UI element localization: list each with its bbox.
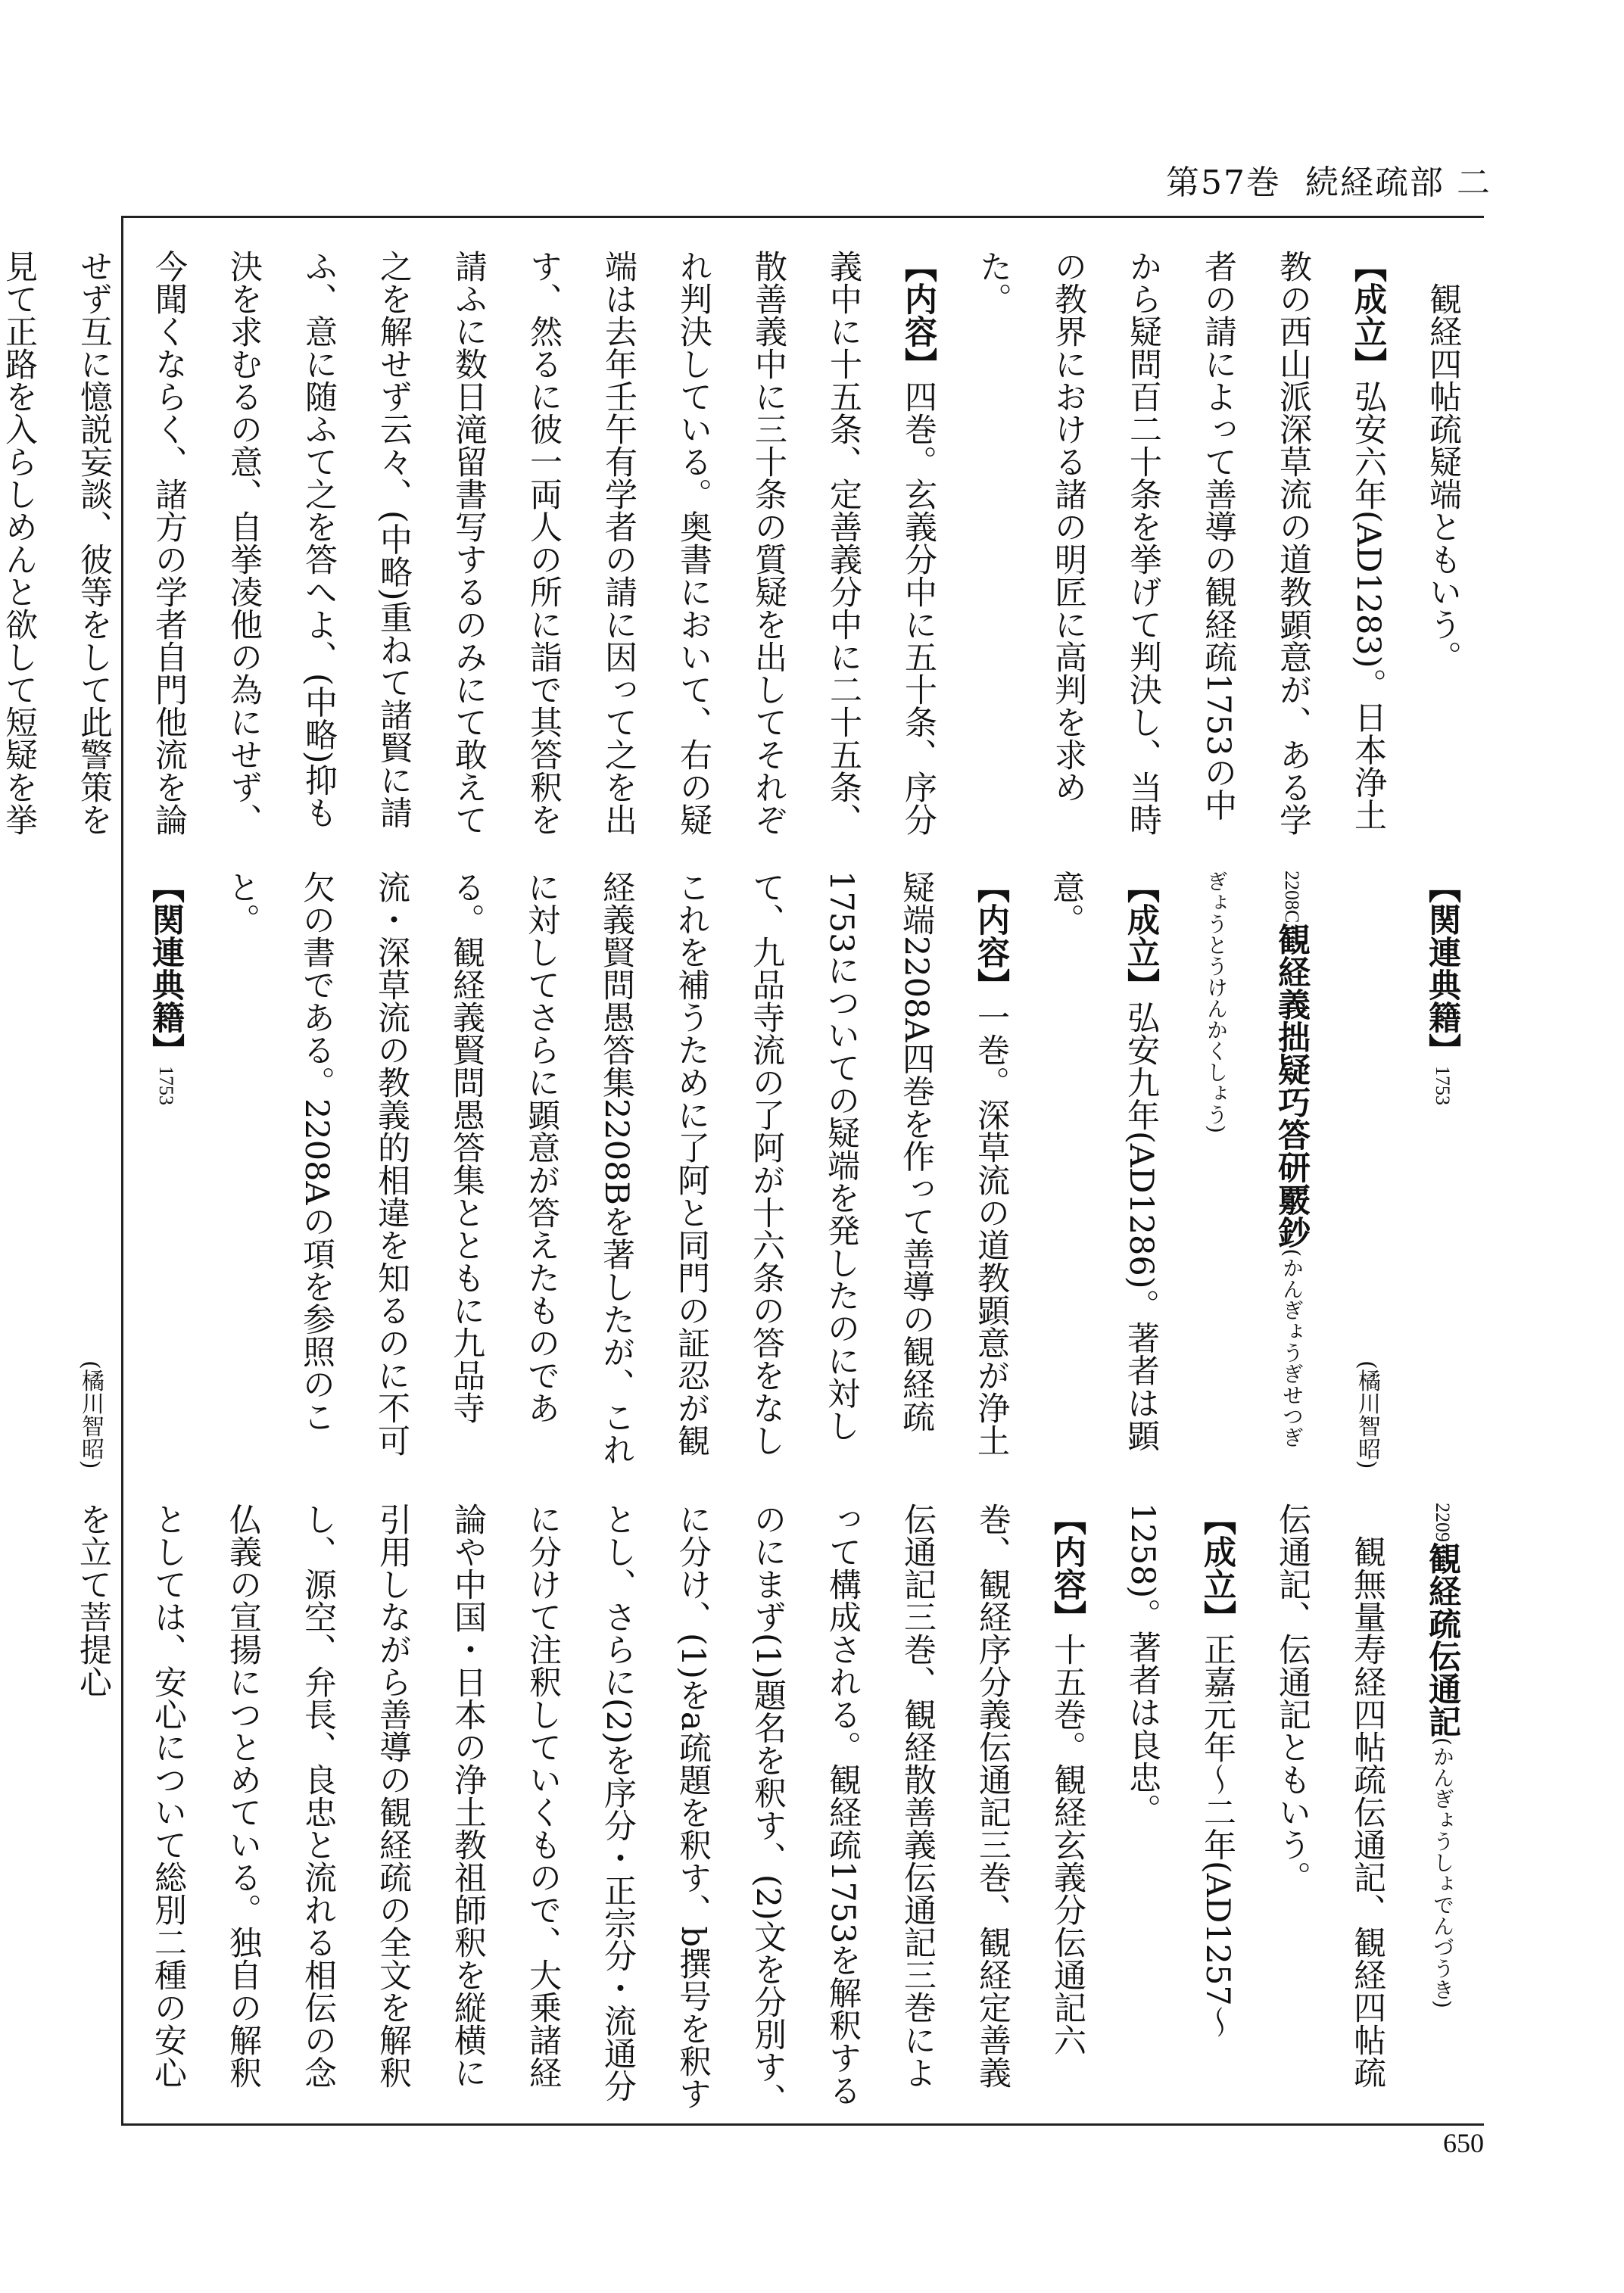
entry-title: 観経疏伝通記 <box>1423 1542 1461 1737</box>
bottom-rule <box>121 2123 1484 2126</box>
paragraph-text: 弘安六年(AD1283)。日本浄土教の西山派深草流の道教顕意が、ある学者の請によって善導の観経疏1753の中から疑問百二十条を挙げて判決し、当時の教界における諸の明匠に高判を求めた。 <box>974 250 1387 836</box>
paragraph-text: 弘安九年(AD1286)。著者は顕意。 <box>1047 871 1160 1452</box>
section-tag: 【成立】 <box>1122 871 1160 1001</box>
page-number: 650 <box>1443 2128 1484 2158</box>
paragraph <box>204 871 1028 1469</box>
text-tier-1 <box>0 250 1480 840</box>
section-tag: 【関連典籍】 <box>147 871 185 1066</box>
alt-title-line: 観経四帖疏疑端ともいう。 <box>1424 282 1462 673</box>
author-credit <box>53 871 128 1469</box>
section-tag: 【成立】 <box>1349 250 1387 380</box>
related-number: 1753 <box>155 1066 177 1105</box>
paragraph <box>1405 250 1480 840</box>
section-tag: 【内容】 <box>899 250 937 380</box>
paragraph <box>1028 871 1178 1469</box>
text-tier-3 <box>74 1503 1480 2116</box>
section-tag: 【内容】 <box>972 871 1010 1001</box>
entry-heading <box>1404 1503 1480 2116</box>
entry-reading: (かんぎょうぎせつぎぎょうとうけんかくしょう) <box>1204 871 1304 1448</box>
entry-title: 観経義拙疑巧答研覈鈔 <box>1273 923 1311 1249</box>
paragraph <box>1404 871 1480 1469</box>
volume-label: 第57巻 <box>1166 164 1282 202</box>
entry-number: 2209 <box>1432 1503 1454 1542</box>
paragraph <box>1255 1503 1404 2116</box>
paragraph-text: 四巻。玄義分中に五十条、序分義中に十五条、定善義分中に二十五条、散善義中に三十条の質疑を出してそれぞれ判決している。奥書において、右の疑端は去年壬午有学者の請に因って之を出す、然るに彼一両人の所に詣で其答釈を請ふに数日滝留書写するのみにて敢えて之を解せず云々、(中略)重ねて諸賢に請ふ、意に随ふて之を答へよ、(中略)抑も決を求むるの意、自挙凌他の為にせず、今聞くならく、諸方の学者自門他流を論せず互に憶説妄談、彼等をして此警策を見て正路を入らしめんと欲して短疑を挙 <box>0 250 937 836</box>
credit-text: (橘川智昭) <box>1354 1360 1380 1469</box>
entry-heading <box>1178 871 1329 1469</box>
paragraph-text: 正嘉元年〜二年(AD1257〜1258)。著者は良忠。 <box>1124 1503 1236 2039</box>
section-tag: 【内容】 <box>1049 1503 1086 1633</box>
text-tier-2 <box>77 871 1480 1469</box>
paragraph-text: 十五巻。観経玄義分伝通記六巻、観経序分義伝通記三巻、観経定善義伝通記三巻、観経散善義伝通記三巻によって構成される。観経疏1753を解釈するのにまず(1)題名を釈す、(2)文を分別す、に分け、(1)をa疏題を釈す、b撰号を釈すとし、さらに(2)を序分・正宗分・流通分に分けて注釈していくもので、大乗諸経論や中国・日本の浄土教祖師釈を縦横に引用しながら善導の観経疏の全文を解釈し、源空、弁長、良忠と流れる相伝の念仏義の宣揚につとめている。独自の解釈としては、安心について総別二種の安心を立て菩提心 <box>74 1503 1086 2116</box>
section-label: 続経疏部 二 <box>1305 164 1492 202</box>
top-rule <box>121 216 1484 218</box>
author-credit <box>1329 871 1404 1469</box>
related-number: 1753 <box>1432 1066 1454 1105</box>
credit-text: (橘川智昭) <box>77 1360 104 1469</box>
section-tag: 【成立】 <box>1199 1503 1236 1633</box>
paragraph <box>128 871 204 1469</box>
paragraph <box>1105 1503 1255 2116</box>
paragraph <box>0 250 955 840</box>
paragraph-text: 観無量寿経四帖疏伝通記、観経四帖疏伝通記、伝通記ともいう。 <box>1273 1503 1386 2089</box>
paragraph <box>955 250 1405 840</box>
entry-number: 2208C <box>1281 871 1303 924</box>
entry-reading: (かんぎょうしょでんづうき) <box>1430 1737 1455 2008</box>
paragraph <box>55 1503 1105 2116</box>
paragraph-text: 一巻。深草流の道教顕意が浄土疑端2208A四巻を作って善導の観経疏1753についての疑端を発したのに対して、九品寺流の了阿が十六条の答をなしこれを補うために了阿と同門の証忍が観経義賢問愚答集2208Bを著したが、これに対してさらに顕意が答えたものである。観経義賢問愚答集とともに九品寺流・深草流の教義的相違を知るのに不可欠の書である。2208Aの項を参照のこと。 <box>223 871 1010 1466</box>
section-tag: 【関連典籍】 <box>1423 871 1461 1066</box>
running-header <box>1136 155 1492 201</box>
